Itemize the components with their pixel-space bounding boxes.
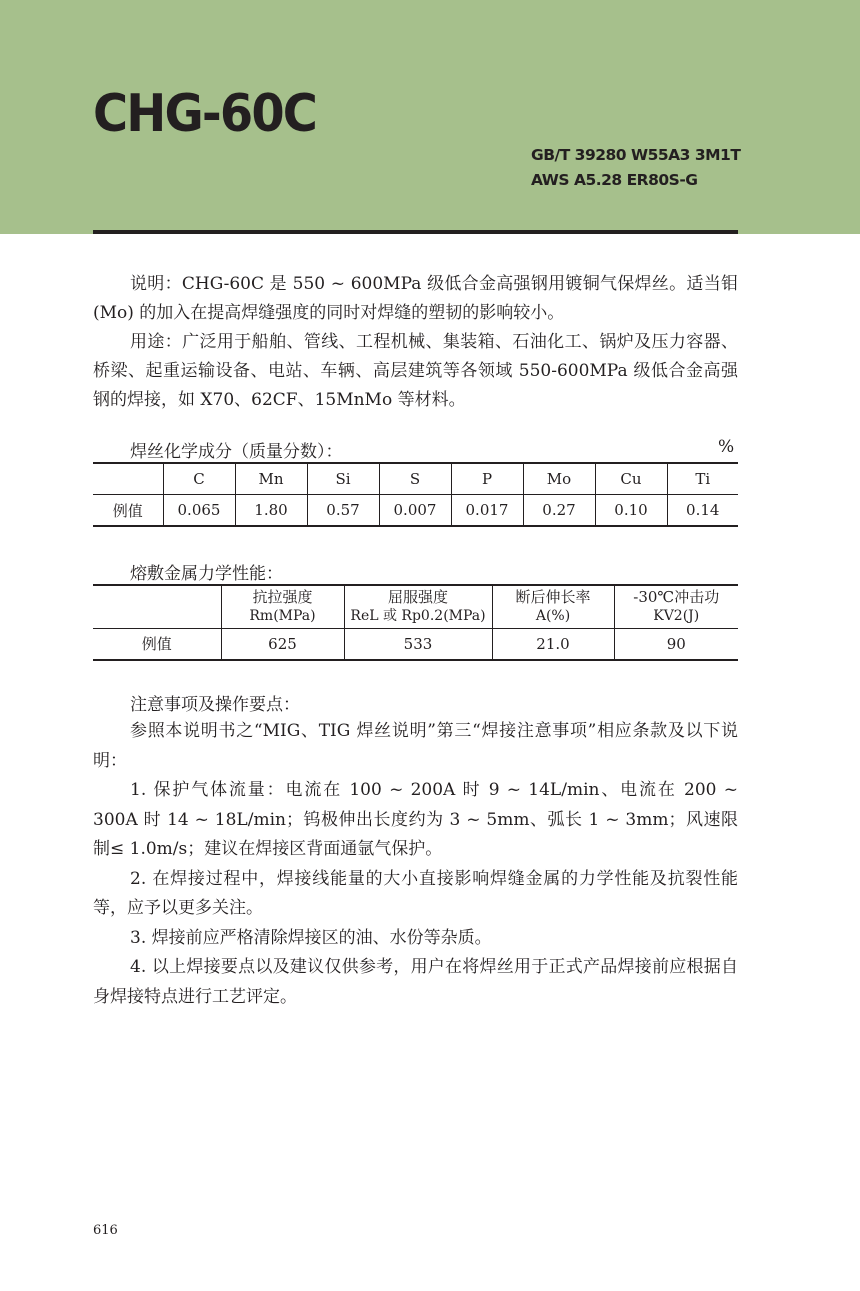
table-cell: 0.14 (667, 495, 738, 527)
table-header-cell: Mn (235, 463, 307, 495)
table-cell: 90 (614, 629, 738, 661)
table-header-cell (492, 585, 614, 629)
table-cell: 21.0 (492, 629, 614, 661)
table-cell: 1.80 (235, 495, 307, 527)
notes-intro: 参照本说明书之“MIG、TIG 焊丝说明”第三“焊接注意事项”相应条款及以下说明： (93, 721, 738, 771)
chemical-title: 焊丝化学成分（质量分数）： (130, 442, 343, 462)
table-header-cell: Si (307, 463, 379, 495)
table-cell (93, 585, 221, 629)
table-header-cell: Mo (523, 463, 595, 495)
standard-aws: AWS A5.28 ER80S-G (531, 171, 698, 189)
header-label: 屈服强度 (387, 588, 448, 606)
description-paragraph (93, 270, 738, 328)
header-rule (93, 230, 738, 234)
table-cell: 0.57 (307, 495, 379, 527)
mechanical-table (93, 584, 738, 661)
table-cell (93, 463, 163, 495)
page-number: 616 (93, 1223, 118, 1238)
table-cell: 625 (221, 629, 344, 661)
mechanical-header-row (93, 585, 738, 629)
usage-label: 用途： (130, 332, 183, 352)
chemical-unit: % (718, 437, 735, 457)
notes-item: 3. 焊接前应严格清除焊接区的油、水份等杂质。 (130, 927, 492, 948)
table-header-cell (221, 585, 344, 629)
table-header-cell: P (451, 463, 523, 495)
mechanical-title: 熔敷金属力学性能： (130, 564, 283, 584)
table-cell: 0.017 (451, 495, 523, 527)
notes-title: 注意事项及操作要点： (130, 695, 300, 715)
product-title: CHG-60C (93, 84, 317, 144)
description-text: CHG-60C 是 550 ~ 600MPa 级低合金高强钢用镀铜气保焊丝。适当钼 (Mo) 的加入在提高焊缝强度的同时对焊缝的塑韧的影响较小。 (93, 274, 738, 323)
table-cell: 0.27 (523, 495, 595, 527)
table-header-cell: S (379, 463, 451, 495)
chemical-header-row (93, 463, 738, 495)
table-header-cell: Cu (595, 463, 667, 495)
notes-item: 1. 保护气体流量：电流在 100 ~ 200A 时 9 ~ 14L/min、电流在 200 ~ 300A 时 14 ~ 18L/min；钨极伸出长度约为 3 ~ 5mm、弧长 1 ~ 3mm；风速限制≤ 1.0m/s；建议在焊接区背面通氩气保护。 (93, 780, 738, 859)
mechanical-value-row (93, 629, 738, 661)
chemical-table (93, 462, 738, 527)
row-label: 例值 (112, 501, 143, 520)
usage-paragraph (93, 328, 738, 415)
table-cell: 533 (344, 629, 492, 661)
notes-body (93, 717, 738, 1012)
row-label: 例值 (141, 634, 172, 653)
header-unit: ReL 或 Rp0.2(MPa) (350, 608, 486, 624)
header-unit: A(%) (535, 608, 571, 624)
table-header-cell (344, 585, 492, 629)
notes-item: 4. 以上焊接要点以及建议仅供参考，用户在将焊丝用于正式产品焊接前应根据自身焊接特点进行工艺评定。 (93, 957, 738, 1007)
header-label: 抗拉强度 (252, 588, 313, 606)
header-label: -30℃冲击功 (633, 588, 720, 606)
table-cell: 0.065 (163, 495, 235, 527)
table-header-cell: C (163, 463, 235, 495)
header-label: 断后伸长率 (515, 588, 591, 606)
usage-text: 广泛用于船舶、管线、工程机械、集装箱、石油化工、锅炉及压力容器、桥梁、起重运输设备、电站、车辆、高层建筑等各领域 550-600MPa 级低合金高强钢的焊接，如 X70、62CF、15MnMo 等材料。 (93, 332, 739, 410)
table-header-cell (614, 585, 738, 629)
table-cell: 0.007 (379, 495, 451, 527)
chemical-value-row (93, 495, 738, 527)
header-unit: Rm(MPa) (249, 608, 316, 624)
description-label: 说明： (130, 274, 182, 294)
notes-item: 2. 在焊接过程中，焊接线能量的大小直接影响焊缝金属的力学性能及抗裂性能等，应予以更多关注。 (93, 868, 738, 918)
header-unit: KV2(J) (653, 608, 700, 624)
table-header-cell: Ti (667, 463, 738, 495)
table-cell: 0.10 (595, 495, 667, 527)
standard-gb: GB/T 39280 W55A3 3M1T (531, 146, 741, 164)
